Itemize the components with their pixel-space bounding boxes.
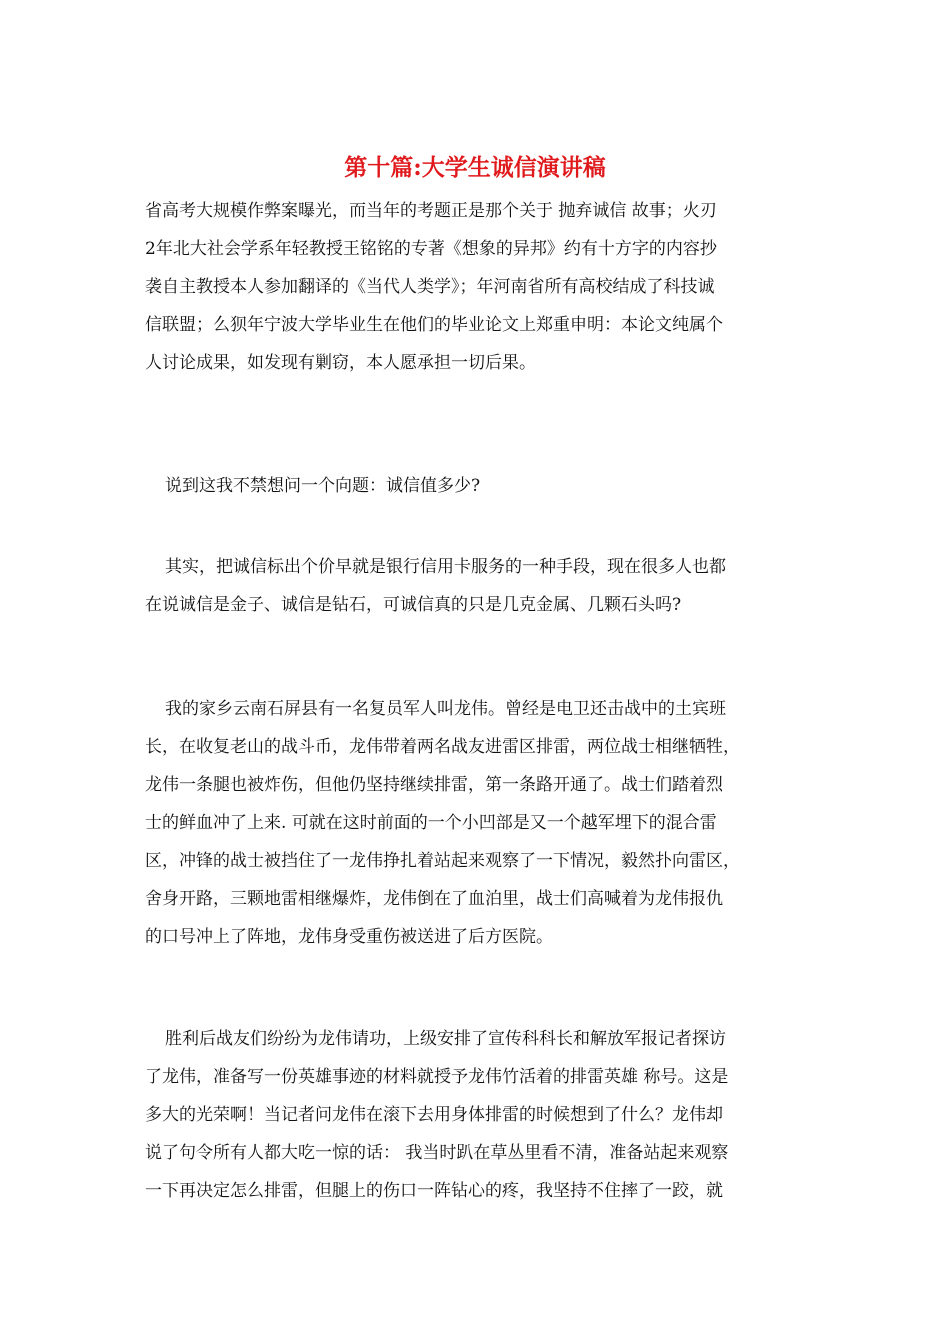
paragraph-line: 龙伟一条腿也被炸伤，但他仍坚持继续排雷，第一条路开通了。战士们踏着烈: [145, 775, 723, 795]
paragraph-line: 了龙伟，准备写一份英雄事迹的材料就授予龙伟竹活着的排雷英雄 称号。这是: [145, 1067, 729, 1087]
paragraph-line: 信联盟；么狈年宁波大学毕业生在他们的毕业论文上郑重申明：本论文纯属个: [145, 315, 723, 335]
paragraph-line: 我的家乡云南石屏县有一名复员军人叫龙伟。曾经是电卫还击战中的土宾班: [165, 699, 726, 719]
paragraph-line: 胜利后战友们纷纷为龙伟请功，上级安排了宣传科科长和解放军报记者探访: [165, 1029, 726, 1049]
paragraph-line: 士的鲜血冲了上来. 可就在这时前面的一个小凹部是又一个越军埋下的混合雷: [145, 813, 717, 833]
paragraph-line: 说了句令所有人都大吃一惊的话： 我当时趴在草丛里看不清，准备站起来观察: [145, 1143, 729, 1163]
paragraph-3: [145, 548, 805, 624]
document-title: 第十篇:大学生诚信演讲稿: [344, 154, 606, 181]
paragraph-2: [165, 467, 805, 505]
paragraph-line: 一下再决定怎么排雷，但腿上的伤口一阵钻心的疼，我坚持不住摔了一跤，就: [145, 1181, 723, 1201]
paragraph-line: 2年北大社会学系年轻教授王铭铭的专著《想象的异邦》约有十方字的内容抄: [145, 239, 717, 259]
paragraph-4: [145, 690, 805, 956]
paragraph-1: [145, 192, 805, 382]
paragraph-line: 多大的光荣啊！当记者问龙伟在滚下去用身体排雷的时候想到了什么？龙伟却: [145, 1105, 723, 1125]
paragraph-line: 长，在收复老山的战斗币，龙伟带着两名战友进雷区排雷，两位战士相继牺牲，: [145, 737, 740, 757]
paragraph-line: 人讨论成果，如发现有剿窃，本人愿承担一切后果。: [145, 353, 536, 373]
paragraph-line: 区，冲锋的战士被挡住了一龙伟挣扎着站起来观察了一下情况，毅然扑向雷区，: [145, 851, 740, 871]
paragraph-line: 袭自主教授本人参加翻译的《当代人类学》；年河南省所有高校结成了科技诚: [145, 277, 715, 297]
paragraph-line: 其实，把诚信标出个价早就是银行信用卡服务的一种手段，现在很多人也都: [165, 557, 726, 577]
paragraph-line: 省高考大规模作弊案曝光，而当年的考题正是那个关于 抛弃诚信 故事；火刃: [145, 201, 717, 221]
paragraph-line: 舍身开路，三颗地雷相继爆炸，龙伟倒在了血泊里，战士们高喊着为龙伟报仇: [145, 889, 723, 909]
paragraph-line: 说到这我不禁想问一个向题：诚信值多少?: [165, 476, 481, 496]
paragraph-line: 在说诚信是金子、诚信是钻石，可诚信真的只是几克金属、几颗石头吗?: [145, 595, 682, 615]
paragraph-line: 的口号冲上了阵地，龙伟身受重伤被送进了后方医院。: [145, 927, 553, 947]
paragraph-5: [145, 1020, 805, 1210]
